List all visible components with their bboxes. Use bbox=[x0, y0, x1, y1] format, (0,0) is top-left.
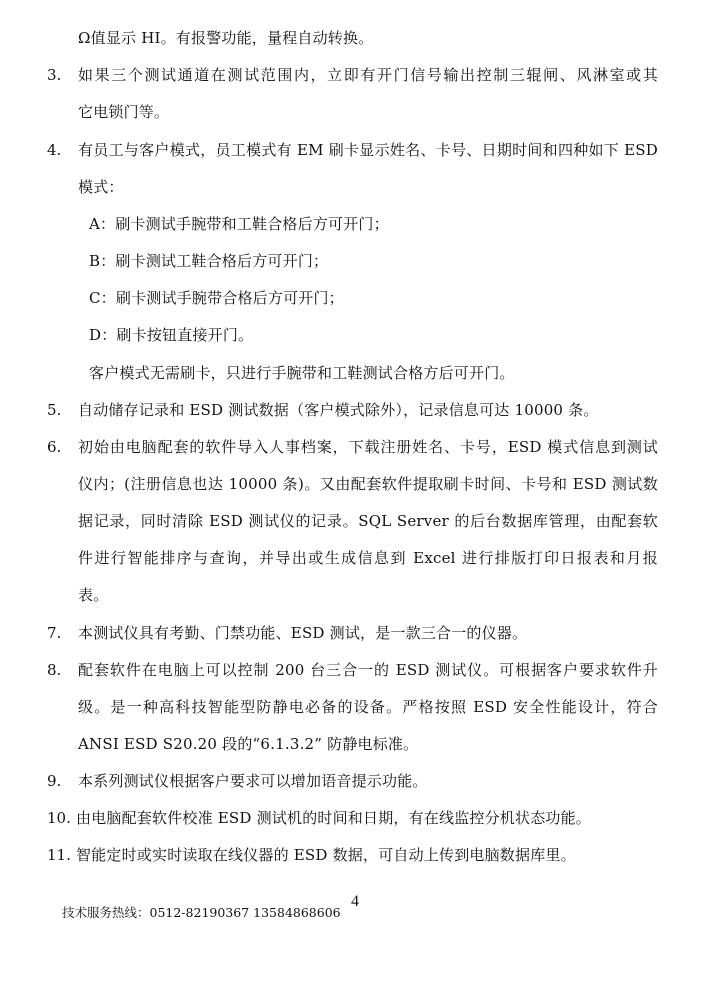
item-10-line-1: 由电脑配套软件校准 ESD 测试机的时间和日期，有在线监控分机状态功能。 bbox=[76, 809, 591, 827]
mode-d: D：刷卡按钮直接开门。 bbox=[89, 326, 254, 344]
item-6-line-5: 表。 bbox=[78, 586, 109, 604]
item-6-line-2: 仪内；(注册信息也达 10000 条)。又由配套软件提取刷卡时间、卡号和 ESD 测试数 bbox=[78, 475, 658, 493]
item-11-line-1: 智能定时或实时读取在线仪器的 ESD 数据，可自动上传到电脑数据库里。 bbox=[76, 846, 576, 864]
item-4-number: 4. bbox=[47, 141, 62, 159]
item-6-line-1: 初始由电脑配套的软件导入人事档案，下载注册姓名、卡号，ESD 模式信息到测试 bbox=[78, 438, 658, 456]
continuation-line: Ω值显示 HI。有报警功能，量程自动转换。 bbox=[78, 29, 374, 47]
item-4-line-2: 模式： bbox=[78, 178, 124, 196]
item-8-number: 8. bbox=[47, 661, 62, 679]
page-number: 4 bbox=[351, 893, 359, 910]
item-4-line-1: 有员工与客户模式，员工模式有 EM 刷卡显示姓名、卡号、日期时间和四种如下 ESD bbox=[78, 141, 658, 159]
item-8-line-1: 配套软件在电脑上可以控制 200 台三合一的 ESD 测试仪。可根据客户要求软件升 bbox=[78, 661, 658, 679]
customer-mode-note: 客户模式无需刷卡，只进行手腕带和工鞋测试合格方后可开门。 bbox=[89, 364, 515, 382]
item-5-line-1: 自动储存记录和 ESD 测试数据（客户模式除外），记录信息可达 10000 条。 bbox=[78, 401, 599, 419]
item-6-number: 6. bbox=[47, 438, 62, 456]
mode-a: A：刷卡测试手腕带和工鞋合格后方可开门； bbox=[89, 215, 389, 233]
item-8-line-3: ANSI ESD S20.20 段的“6.1.3.2” 防静电标准。 bbox=[78, 735, 419, 753]
item-3-line-1: 如果三个测试通道在测试范围内，立即有开门信号输出控制三辊闸、风淋室或其 bbox=[78, 66, 658, 84]
item-6-line-3: 据记录，同时清除 ESD 测试仪的记录。SQL Server 的后台数据库管理，由配套软 bbox=[78, 512, 658, 530]
mode-c: C：刷卡测试手腕带合格后方可开门； bbox=[89, 289, 344, 307]
item-3-line-2: 它电锁门等。 bbox=[78, 103, 170, 121]
item-8-line-2: 级。是一种高科技智能型防静电必备的设备。严格按照 ESD 安全性能设计，符合 bbox=[78, 698, 658, 716]
item-9-number: 9. bbox=[47, 772, 62, 790]
item-11-number: 11. bbox=[47, 846, 71, 864]
item-6-line-4: 件进行智能排序与查询，并导出或生成信息到 Excel 进行排版打印日报表和月报 bbox=[78, 549, 658, 567]
item-9-line-1: 本系列测试仪根据客户要求可以增加语音提示功能。 bbox=[78, 772, 428, 790]
mode-b: B：刷卡测试工鞋合格后方可开门； bbox=[89, 252, 329, 270]
item-3-number: 3. bbox=[47, 66, 62, 84]
item-7-line-1: 本测试仪具有考勤、门禁功能、ESD 测试，是一款三合一的仪器。 bbox=[78, 624, 528, 642]
item-10-number: 10. bbox=[47, 809, 71, 827]
item-5-number: 5. bbox=[47, 401, 62, 419]
service-hotline: 技术服务热线：0512-82190367 13584868606 bbox=[62, 905, 341, 920]
item-7-number: 7. bbox=[47, 624, 62, 642]
